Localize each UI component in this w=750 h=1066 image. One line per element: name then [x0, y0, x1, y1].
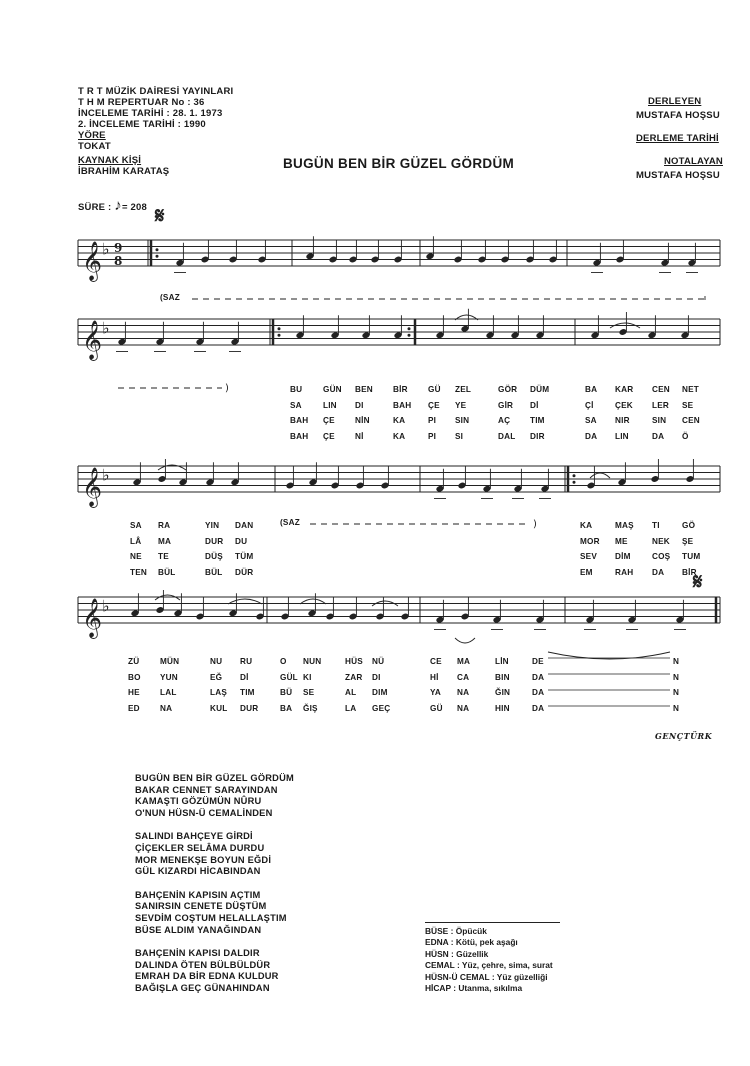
- lyric-syllable: BEN: [355, 385, 373, 394]
- lyric-syllable: DIR: [530, 431, 545, 441]
- glossary-entry: HÜSN-Ü CEMAL : Yüz güzelliği: [425, 971, 548, 982]
- lyric-syllable: CE: [430, 657, 442, 666]
- lyric-syllable: YE: [455, 400, 467, 410]
- lyric-syllable: HE: [128, 688, 140, 697]
- lyric-syllable: DA: [532, 672, 545, 682]
- lyric-syllable: CEN: [682, 416, 700, 425]
- lyric-syllable: NÜ: [372, 657, 385, 666]
- lyric-syllable: ÇE: [323, 431, 335, 441]
- repeat-dot: [278, 334, 281, 337]
- staff-system: [78, 459, 720, 508]
- lyric-syllable: DÜR: [235, 567, 254, 577]
- tempo-label: SÜRE :: [78, 202, 112, 213]
- lyric-syllable: TIM: [530, 416, 545, 425]
- lyric-syllable: ÇE: [428, 400, 440, 410]
- poem-line: ÇİÇEKLER SELÂMA DURDU: [135, 842, 265, 853]
- poem-line: SALINDI BAHÇEYE GİRDİ: [135, 831, 253, 842]
- repeat-dot: [156, 248, 159, 251]
- lyric-syllable: GÖR: [498, 385, 518, 394]
- lyric-syllable: KUL: [210, 703, 228, 713]
- lyric-syllable: DAL: [498, 431, 516, 441]
- lyric-syllable: SI: [455, 431, 464, 441]
- lyric-syllable: NİN: [355, 416, 370, 425]
- signature: GENÇTÜRK: [655, 731, 713, 741]
- lyric-syllable: DA: [532, 688, 545, 697]
- lyric-syllable: ED: [128, 703, 140, 713]
- lyric-syllable: GEÇ: [372, 703, 391, 713]
- lyric-syllable: DU: [235, 536, 248, 546]
- lyric-syllable: ĞIŞ: [303, 703, 318, 713]
- repeat-dot: [408, 334, 411, 337]
- lyric-syllable: ZEL: [455, 385, 472, 394]
- lyric-syllable: RA: [158, 521, 171, 530]
- saz-label: (SAZ: [280, 518, 300, 527]
- lyric-syllable: AL: [345, 688, 357, 697]
- lyric-syllable: KAR: [615, 385, 634, 394]
- lyric-syllable: KI: [303, 672, 312, 682]
- lyric-syllable: Dİ: [530, 400, 539, 410]
- notation-value: MUSTAFA HOŞSU: [636, 170, 720, 181]
- poem-line: BÜSE ALDIM YANAĞINDAN: [135, 924, 262, 935]
- lyric-syllable: KA: [393, 431, 406, 441]
- lyric-syllable: MA: [158, 536, 172, 546]
- lyric-syllable: LIN: [615, 431, 629, 441]
- lyric-syllable: LAL: [160, 688, 177, 697]
- lyric-syllable: GÜ: [428, 385, 441, 394]
- poem-line: SEVDİM COŞTUM HELALLAŞTIM: [135, 912, 287, 923]
- lyric-syllable: YIN: [205, 521, 220, 530]
- saz-close-paren: ): [225, 383, 229, 394]
- lyric-syllable: BİR: [393, 385, 408, 394]
- lyric-syllable: DA: [585, 431, 598, 441]
- lyric-syllable: N: [673, 688, 680, 697]
- staff-system: [78, 236, 720, 282]
- lyric-syllable: ÇEK: [615, 400, 633, 410]
- poem-line: SANIRSIN CENETE DÜŞTÜM: [135, 901, 267, 912]
- staff-system: [78, 309, 720, 361]
- lyric-syllable: DİM: [615, 552, 631, 561]
- lyric-syllable: SA: [585, 416, 597, 425]
- flat-key-icon: ♭: [102, 596, 110, 616]
- lyric-syllable: Hİ: [430, 672, 439, 682]
- lyric-syllable: N: [673, 672, 680, 682]
- lyric-syllable: NUN: [303, 657, 322, 666]
- lyric-syllable: DUR: [205, 536, 224, 546]
- saz-close-paren: ): [533, 519, 537, 530]
- lyric-syllable: TI: [652, 521, 660, 530]
- source-person-label: KAYNAK KİŞİ: [78, 155, 142, 166]
- glossary-entry: BÜSE : Öpücük: [425, 926, 487, 936]
- repeat-dot: [408, 327, 411, 330]
- lyric-syllable: ĞIN: [495, 688, 511, 697]
- slur: [455, 638, 475, 643]
- lyric-syllable: KA: [580, 521, 593, 530]
- poem-line: BUGÜN BEN BİR GÜZEL GÖRDÜM: [135, 773, 294, 783]
- lyric-syllable: BİR: [682, 567, 697, 577]
- segno-icon: 𝄋: [155, 204, 165, 229]
- lyric-syllable: GÜL: [280, 672, 298, 682]
- lyric-syllable: LIN: [323, 400, 337, 410]
- flat-key-icon: ♭: [102, 318, 110, 338]
- lyric-syllable: DI: [355, 400, 364, 410]
- repertoire-number: T H M REPERTUAR No : 36: [78, 97, 205, 108]
- saz-label: (SAZ: [160, 293, 180, 302]
- glossary-entry: HİCAP : Utanma, sıkılma: [425, 983, 523, 994]
- lyric-syllable: NET: [682, 385, 699, 394]
- lyric-syllable: Çİ: [585, 400, 594, 410]
- poem-line: BAĞIŞLA GEÇ GÜNAHINDAN: [135, 982, 270, 993]
- poem-line: O'NUN HÜSN-Ü CEMALİNDEN: [135, 807, 273, 818]
- lyric-syllable: Ö: [682, 431, 689, 441]
- poem-line: BAHÇENİN KAPISI DALDIR: [135, 948, 260, 959]
- lyric-syllable: TÜM: [235, 552, 254, 561]
- lyric-syllable: EĞ: [210, 672, 223, 682]
- lyric-syllable: RU: [240, 657, 253, 666]
- lyric-syllable: EM: [580, 567, 593, 577]
- poem-stanza: [135, 890, 294, 936]
- lyric-syllable: LÂ: [130, 536, 142, 546]
- lyric-syllable: DA: [652, 431, 665, 441]
- lyric-syllable: KA: [393, 416, 406, 425]
- lyric-syllable: N: [673, 657, 680, 666]
- lyric-syllable: DÜŞ: [205, 552, 223, 561]
- lyric-syllable: LA: [345, 703, 357, 713]
- glossary-entry: HÜSN : Güzellik: [425, 948, 489, 959]
- treble-clef-icon: 𝄞: [82, 241, 103, 281]
- poem-stanza: [135, 948, 294, 994]
- lyric-syllable: DA: [652, 567, 665, 577]
- lyric-syllable: DIM: [372, 688, 388, 697]
- lyric-syllable: GÜN: [323, 385, 342, 394]
- eighth-note-icon: ♪: [114, 197, 122, 214]
- poem-line: BAKAR CENNET SARAYINDAN: [135, 784, 278, 795]
- lyric-syllable: BÜL: [158, 567, 176, 577]
- staff-system: [78, 590, 720, 639]
- lyric-syllable: BIN: [495, 672, 510, 682]
- region-value: TOKAT: [78, 141, 111, 152]
- lyric-syllable: DA: [532, 703, 545, 713]
- treble-clef-icon: 𝄞: [82, 320, 103, 360]
- lyric-syllable: SIN: [652, 416, 667, 425]
- lyric-syllable: SE: [303, 688, 315, 697]
- lyric-syllable: SEV: [580, 552, 597, 561]
- review-date: İNCELEME TARİHİ : 28. 1. 1973: [78, 108, 223, 119]
- lyric-syllable: TEN: [130, 567, 147, 577]
- lyric-syllable: CA: [457, 672, 470, 682]
- lyric-syllable: BÜ: [280, 688, 293, 697]
- lyric-syllable: HÜS: [345, 657, 363, 666]
- poem-text: [135, 773, 294, 1007]
- collector-value: MUSTAFA HOŞSU: [636, 110, 720, 121]
- notation-label: NOTALAYAN: [664, 156, 723, 167]
- lyric-syllable: NA: [160, 703, 173, 713]
- lyric-syllable: PI: [428, 416, 437, 425]
- poem-stanza: [135, 831, 294, 877]
- lyric-syllable: ŞE: [682, 536, 694, 546]
- glossary-rule: [425, 922, 560, 923]
- lyric-syllable: BA: [280, 703, 293, 713]
- collector-label: DERLEYEN: [648, 96, 702, 107]
- lyric-syllable: NU: [210, 657, 223, 666]
- lyric-syllable: BAH: [290, 431, 309, 441]
- poem-line: BAHÇENİN KAPISIN AÇTIM: [135, 889, 261, 900]
- repeat-dot: [156, 255, 159, 258]
- poem-line: EMRAH DA BİR EDNA KULDUR: [135, 971, 279, 982]
- lyric-syllable: DI: [372, 672, 381, 682]
- lyric-syllable: LİN: [495, 657, 509, 666]
- treble-clef-icon: 𝄞: [82, 598, 103, 638]
- lyric-syllable: DE: [532, 657, 544, 666]
- lyric-syllable: GÜ: [430, 703, 443, 713]
- lyric-syllable: BAH: [290, 416, 309, 425]
- flat-key-icon: ♭: [102, 239, 110, 259]
- lyric-syllable: Dİ: [240, 672, 249, 682]
- lyric-syllable: TE: [158, 552, 169, 561]
- lyric-syllable: MA: [457, 657, 471, 666]
- lyric-syllable: ME: [615, 536, 628, 546]
- lyric-syllable: NA: [457, 703, 470, 713]
- lyric-syllable: NE: [130, 552, 142, 561]
- lyric-syllable: ÇE: [323, 416, 335, 425]
- lyric-syllable: CEN: [652, 385, 670, 394]
- lyric-syllable: BA: [585, 385, 598, 394]
- source-person-value: İBRAHİM KARATAŞ: [78, 166, 170, 177]
- segno-icon: 𝄋: [693, 570, 703, 595]
- glossary-entry: CEMAL : Yüz, çehre, sima, surat: [425, 960, 553, 971]
- lyric-syllable: AÇ: [498, 416, 511, 425]
- repeat-dot: [573, 474, 576, 477]
- lyric-syllable: PI: [428, 431, 437, 441]
- lyric-syllable: N: [673, 703, 680, 713]
- repeat-dot: [573, 481, 576, 484]
- lyric-syllable: SIN: [455, 416, 470, 425]
- lyric-syllable: GİR: [498, 400, 514, 410]
- lyric-syllable: GÖ: [682, 521, 696, 530]
- lyric-syllable: NEK: [652, 536, 670, 546]
- lyric-syllable: YA: [430, 688, 442, 697]
- lyric-syllable: SA: [290, 400, 302, 410]
- lyric-syllable: ZÜ: [128, 657, 140, 666]
- lyric-syllable: NIR: [615, 416, 630, 425]
- lyric-syllable: ZAR: [345, 672, 363, 682]
- lyric-syllable: DÜM: [530, 385, 550, 394]
- lyric-syllable: Nİ: [355, 431, 364, 441]
- treble-clef-icon: 𝄞: [82, 467, 103, 507]
- poem-line: MOR MENEKŞE BOYUN EĞDİ: [135, 854, 272, 865]
- lyric-syllable: HIN: [495, 703, 510, 713]
- poem-line: DALINDA ÖTEN BÜLBÜLDÜR: [135, 959, 271, 970]
- tempo-value: = 208: [121, 202, 147, 213]
- second-review-date: 2. İNCELEME TARİHİ : 1990: [78, 119, 206, 130]
- poem-stanza: [135, 773, 294, 819]
- poem-line: GÜL KIZARDI HİCABINDAN: [135, 866, 261, 877]
- time-signature-top: 9: [114, 241, 123, 255]
- song-title: BUGÜN BEN BİR GÜZEL GÖRDÜM: [283, 156, 515, 171]
- poem-line: KAMAŞTI GÖZÜMÜN NÛRU: [135, 796, 262, 807]
- region-label: YÖRE: [78, 130, 106, 141]
- lyric-syllable: BÜL: [205, 567, 223, 577]
- lyric-syllable: RAH: [615, 567, 634, 577]
- lyric-syllable: NA: [457, 688, 470, 697]
- time-signature-bottom: 8: [114, 254, 123, 268]
- lyric-syllable: TUM: [682, 552, 701, 561]
- lyric-syllable: SE: [682, 400, 694, 410]
- lyric-syllable: BU: [290, 385, 303, 394]
- lyric-syllable: LER: [652, 400, 669, 410]
- lyric-syllable: MAŞ: [615, 521, 634, 530]
- lyric-syllable: BAH: [393, 400, 412, 410]
- lyric-syllable: MOR: [580, 536, 600, 546]
- lyric-syllable: BO: [128, 672, 141, 682]
- glossary: [425, 926, 553, 994]
- lyric-syllable: O: [280, 657, 287, 666]
- lyric-syllable: TIM: [240, 688, 255, 697]
- slur: [590, 473, 610, 478]
- lyric-syllable: DUR: [240, 703, 259, 713]
- repeat-dot: [278, 327, 281, 330]
- collection-date-label: DERLEME TARİHİ: [636, 133, 719, 144]
- lyric-syllable: MÜN: [160, 657, 180, 666]
- lyric-syllable: YUN: [160, 672, 178, 682]
- flat-key-icon: ♭: [102, 465, 110, 485]
- slur: [155, 595, 180, 600]
- glossary-entry: EDNA : Kötü, pek aşağı: [425, 937, 518, 948]
- lyric-syllable: DAN: [235, 521, 254, 530]
- lyric-syllable: SA: [130, 521, 142, 530]
- publisher-line: T R T MÜZİK DAİRESİ YAYINLARI: [78, 86, 234, 97]
- lyric-syllable: COŞ: [652, 552, 671, 561]
- lyric-syllable: LAŞ: [210, 688, 227, 697]
